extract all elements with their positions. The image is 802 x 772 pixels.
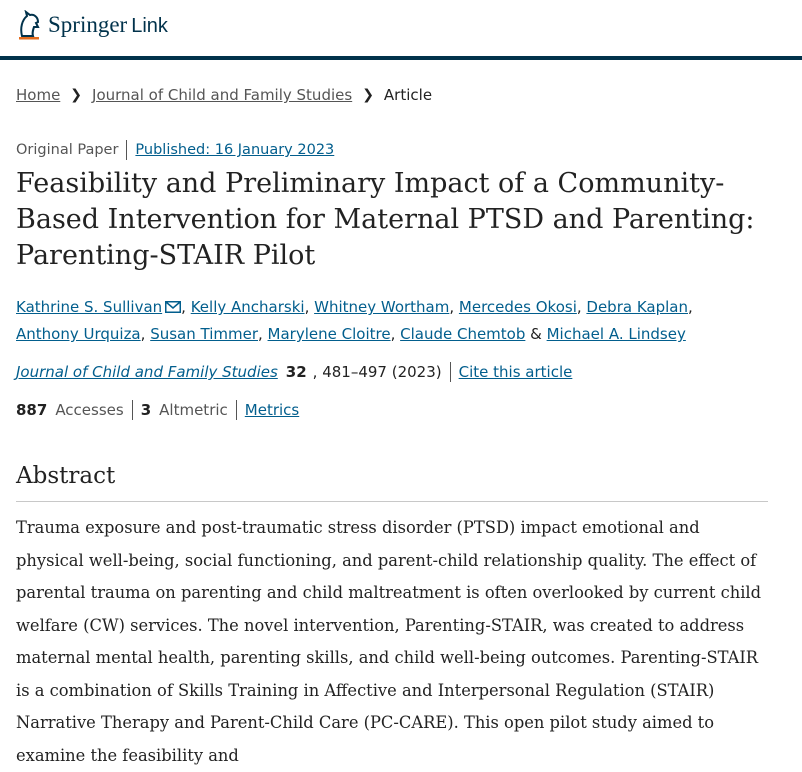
site-header [0,0,802,60]
author-link[interactable]: Debra Kaplan [586,298,688,316]
author-list: Kathrine S. Sullivan , Kelly Ancharski, Whitney Wortham, Mercedes Okosi, Debra Kaplan, Anthony Urquiza, Susan Timmer, Marylene Cloitre, Claude Chemtob & Michael A. Lindsey [16,298,693,343]
chevron-right-icon: ❯ [70,87,83,103]
horse-head-icon [16,10,42,40]
author-link[interactable]: Kathrine S. Sullivan [16,298,163,316]
mail-icon[interactable] [165,301,181,313]
author-link[interactable]: Anthony Urquiza [16,325,141,343]
chevron-right-icon: ❯ [362,87,374,103]
altmetric-label: Altmetric [159,401,228,419]
journal-link[interactable]: Journal of Child and Family Studies [16,363,278,381]
altmetric-count: 3 [140,401,152,419]
divider [132,400,133,420]
author-link[interactable]: Susan Timmer [150,325,258,343]
springer-link-logo[interactable]: Springer Link [16,10,168,40]
abstract-heading: Abstract [16,463,116,489]
author-link[interactable]: Marylene Cloitre [267,325,391,343]
author-link[interactable]: Whitney Wortham [314,298,450,316]
accesses-count: 887 [16,401,48,419]
metrics-link[interactable]: Metrics [244,401,300,419]
breadcrumb-current: Article [383,86,433,104]
breadcrumb [16,86,432,104]
divider [236,400,237,420]
author-link[interactable]: Mercedes Okosi [458,298,577,316]
breadcrumb-home[interactable]: Home [16,86,61,104]
divider [16,501,768,502]
citation-line [16,362,572,382]
divider [126,140,127,160]
breadcrumb-journal[interactable]: Journal of Child and Family Studies [92,86,353,104]
author-link[interactable]: Claude Chemtob [400,325,526,343]
volume: 32 [285,363,307,381]
article-meta [16,140,334,160]
article-title: Feasibility and Preliminary Impact of a Community-Based Intervention for Maternal PTSD and Parenting: Parenting-STAIR Pilot [16,168,755,271]
accesses-label: Accesses [55,401,124,419]
cite-article-link[interactable]: Cite this article [458,363,573,381]
published-date-link[interactable]: Published: 16 January 2023 [135,142,335,158]
abstract-text: Trauma exposure and post-traumatic stress disorder (PTSD) impact emotional and physical well-being, social functioning, and parent-child relationship quality. The effect of parental trauma on parenting and child maltreatment is often overlooked by current child welfare (CW) services. The novel intervention, Parenting-STAIR, was created to address maternal mental health, parenting skills, and child well-being outcomes. Parenting-STAIR is a combination of Skills Training in Affective and Interpersonal Regulation (STAIR) Narrative Therapy and Parent-Child Care (PC-CARE). This open pilot study aimed to examine the feasibility and [16,518,762,765]
article-metrics [16,400,299,420]
pages-year: , 481–497 (2023) [312,363,442,381]
author-link[interactable]: Michael A. Lindsey [546,325,686,343]
author-link[interactable]: Kelly Ancharski [190,298,305,316]
divider [450,362,451,382]
article-type: Original Paper [16,142,119,158]
